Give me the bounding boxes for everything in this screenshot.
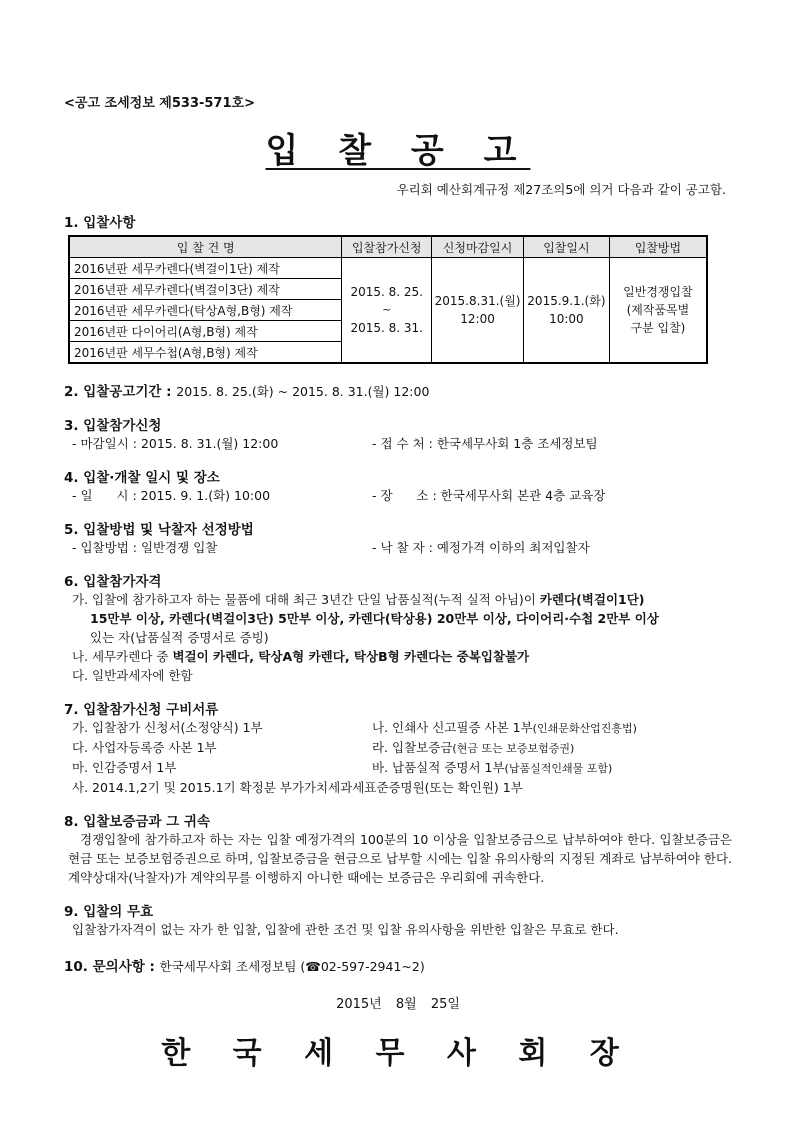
notice-date: 2015년 8월 25일 [336, 997, 460, 1012]
item-name: 2016년판 세무수첩(A형,B형) 제작 [69, 342, 342, 364]
section-7-heading: 7. 입찰참가신청 구비서류 [64, 702, 219, 718]
section-2-heading: 2. 입찰공고기간 : 2015. 8. 25.(화) ~ 2015. 8. 31.(월) 12:00 [64, 384, 430, 400]
intro-text: 우리회 예산회계규정 제27조의5에 의거 다음과 같이 공고함. [396, 182, 726, 197]
item-name: 2016년판 다이어리(A형,B형) 제작 [69, 321, 342, 342]
header-item-name: 입 찰 건 명 [69, 236, 342, 258]
section-10-heading: 10. 문의사항 : 한국세무사회 조세정보팀 (☎02-597-2941~2) [64, 959, 425, 975]
deposit-paragraph: 경쟁입찰에 참가하고자 하는 자는 입찰 예정가격의 100분의 10 이상을 입찰보증금으로 납부하여야 한다. 입찰보증금은 현금 또는 보증보험증권으로 하며, 입찰보증금을 현금으로 납부할 시에는 입찰 유의사항의 지정된 계좌로 납부하여야 한다. 계약상대자(낙찰자)가 계약의무를 이행하지 아니한 때에는 보증금은 우리회에 귀속한다. [68, 832, 732, 885]
section-5-details: - 입찰방법 : 일반경쟁 입찰 - 낙 찰 자 : 예정가격 이하의 최저입찰자 [72, 540, 590, 555]
header-bid-date: 입찰일시 [523, 236, 609, 258]
notice-period-value: 2015. 8. 25.(화) ~ 2015. 8. 31.(월) 12:00 [176, 384, 430, 399]
apply-period: 2015. 8. 25. ~ 2015. 8. 31. [342, 258, 432, 364]
organization-signature: 한 국 세 무 사 회 장 [161, 1036, 635, 1071]
table-header-row [69, 236, 707, 258]
bid-items-table [68, 235, 708, 364]
qualification-ga-suffix: 있는 자(납품실적 증명서로 증빙) [90, 630, 269, 645]
invalid-bid-paragraph: 입찰참가자격이 없는 자가 한 입찰, 입찰에 관한 조건 및 입찰 유의사항을 위반한 입찰은 무효로 한다. [72, 922, 619, 937]
bid-date: 2015.9.1.(화) 10:00 [523, 258, 609, 364]
section-8-heading: 8. 입찰보증금과 그 귀속 [64, 814, 210, 830]
contact-value: 한국세무사회 조세정보팀 (☎02-597-2941~2) [159, 959, 425, 974]
header-deadline: 신청마감일시 [432, 236, 524, 258]
documents-sa: 사. 2014.1,2기 및 2015.1기 확정분 부가가치세과세표준증명원(또는 확인원) 1부 [72, 780, 523, 795]
item-name: 2016년판 세무카렌다(벽걸이3단) 제작 [69, 279, 342, 300]
item-name: 2016년판 세무카렌다(탁상A형,B형) 제작 [69, 300, 342, 321]
item-name: 2016년판 세무카렌다(벽걸이1단) 제작 [69, 258, 342, 279]
header-method: 입찰방법 [609, 236, 707, 258]
qualification-ga-cont: 15만부 이상, 카렌다(벽걸이3단) 5만부 이상, 카렌다(탁상용) 20만부 이상, 다이어리·수첩 2만부 이상 [90, 611, 659, 626]
section-4-heading: 4. 입찰·개찰 일시 및 장소 [64, 470, 220, 486]
section-3-heading: 3. 입찰참가신청 [64, 418, 162, 434]
notice-reference: <공고 조세정보 제533-571호> [64, 96, 255, 111]
documents-row-1: 가. 입찰참가 신청서(소정양식) 1부 나. 인쇄사 신고필증 사본 1부(인쇄문화산업진흥법) [72, 720, 637, 735]
notice-document [64, 92, 732, 1072]
documents-row-3: 마. 인감증명서 1부 바. 납품실적 증명서 1부(납품실적인쇄물 포함) [72, 760, 613, 775]
section-5-heading: 5. 입찰방법 및 낙찰자 선정방법 [64, 522, 254, 538]
qualification-ga: 가. 입찰에 참가하고자 하는 물품에 대해 최근 3년간 단일 납품실적(누적 실적 아님)이 카렌다(벽걸이1단) [72, 592, 645, 607]
section-6-heading: 6. 입찰참가자격 [64, 574, 162, 590]
documents-row-2: 다. 사업자등록증 사본 1부 라. 입찰보증금(현금 또는 보증보험증권) [72, 740, 575, 755]
section-1-heading: 1. 입찰사항 [64, 215, 136, 231]
section-4-details: - 일 시 : 2015. 9. 1.(화) 10:00 - 장 소 : 한국세무사회 본관 4층 교육장 [72, 488, 606, 503]
qualification-da: 다. 일반과세자에 한함 [72, 668, 193, 683]
section-9-heading: 9. 입찰의 무효 [64, 904, 154, 920]
deadline: 2015.8.31.(월) 12:00 [432, 258, 524, 364]
bid-method: 일반경쟁입찰 (제작품목별 구분 입찰) [609, 258, 707, 364]
page-title: 입 찰 공 고 [265, 131, 531, 171]
table-row [69, 258, 707, 279]
header-apply: 입찰참가신청 [342, 236, 432, 258]
section-3-details: - 마감일시 : 2015. 8. 31.(월) 12:00 - 접 수 처 : 한국세무사회 1층 조세정보팀 [72, 436, 598, 451]
qualification-na: 나. 세무카렌다 중 벽걸이 카렌다, 탁상A형 카렌다, 탁상B형 카렌다는 중복입찰불가 [72, 649, 530, 664]
